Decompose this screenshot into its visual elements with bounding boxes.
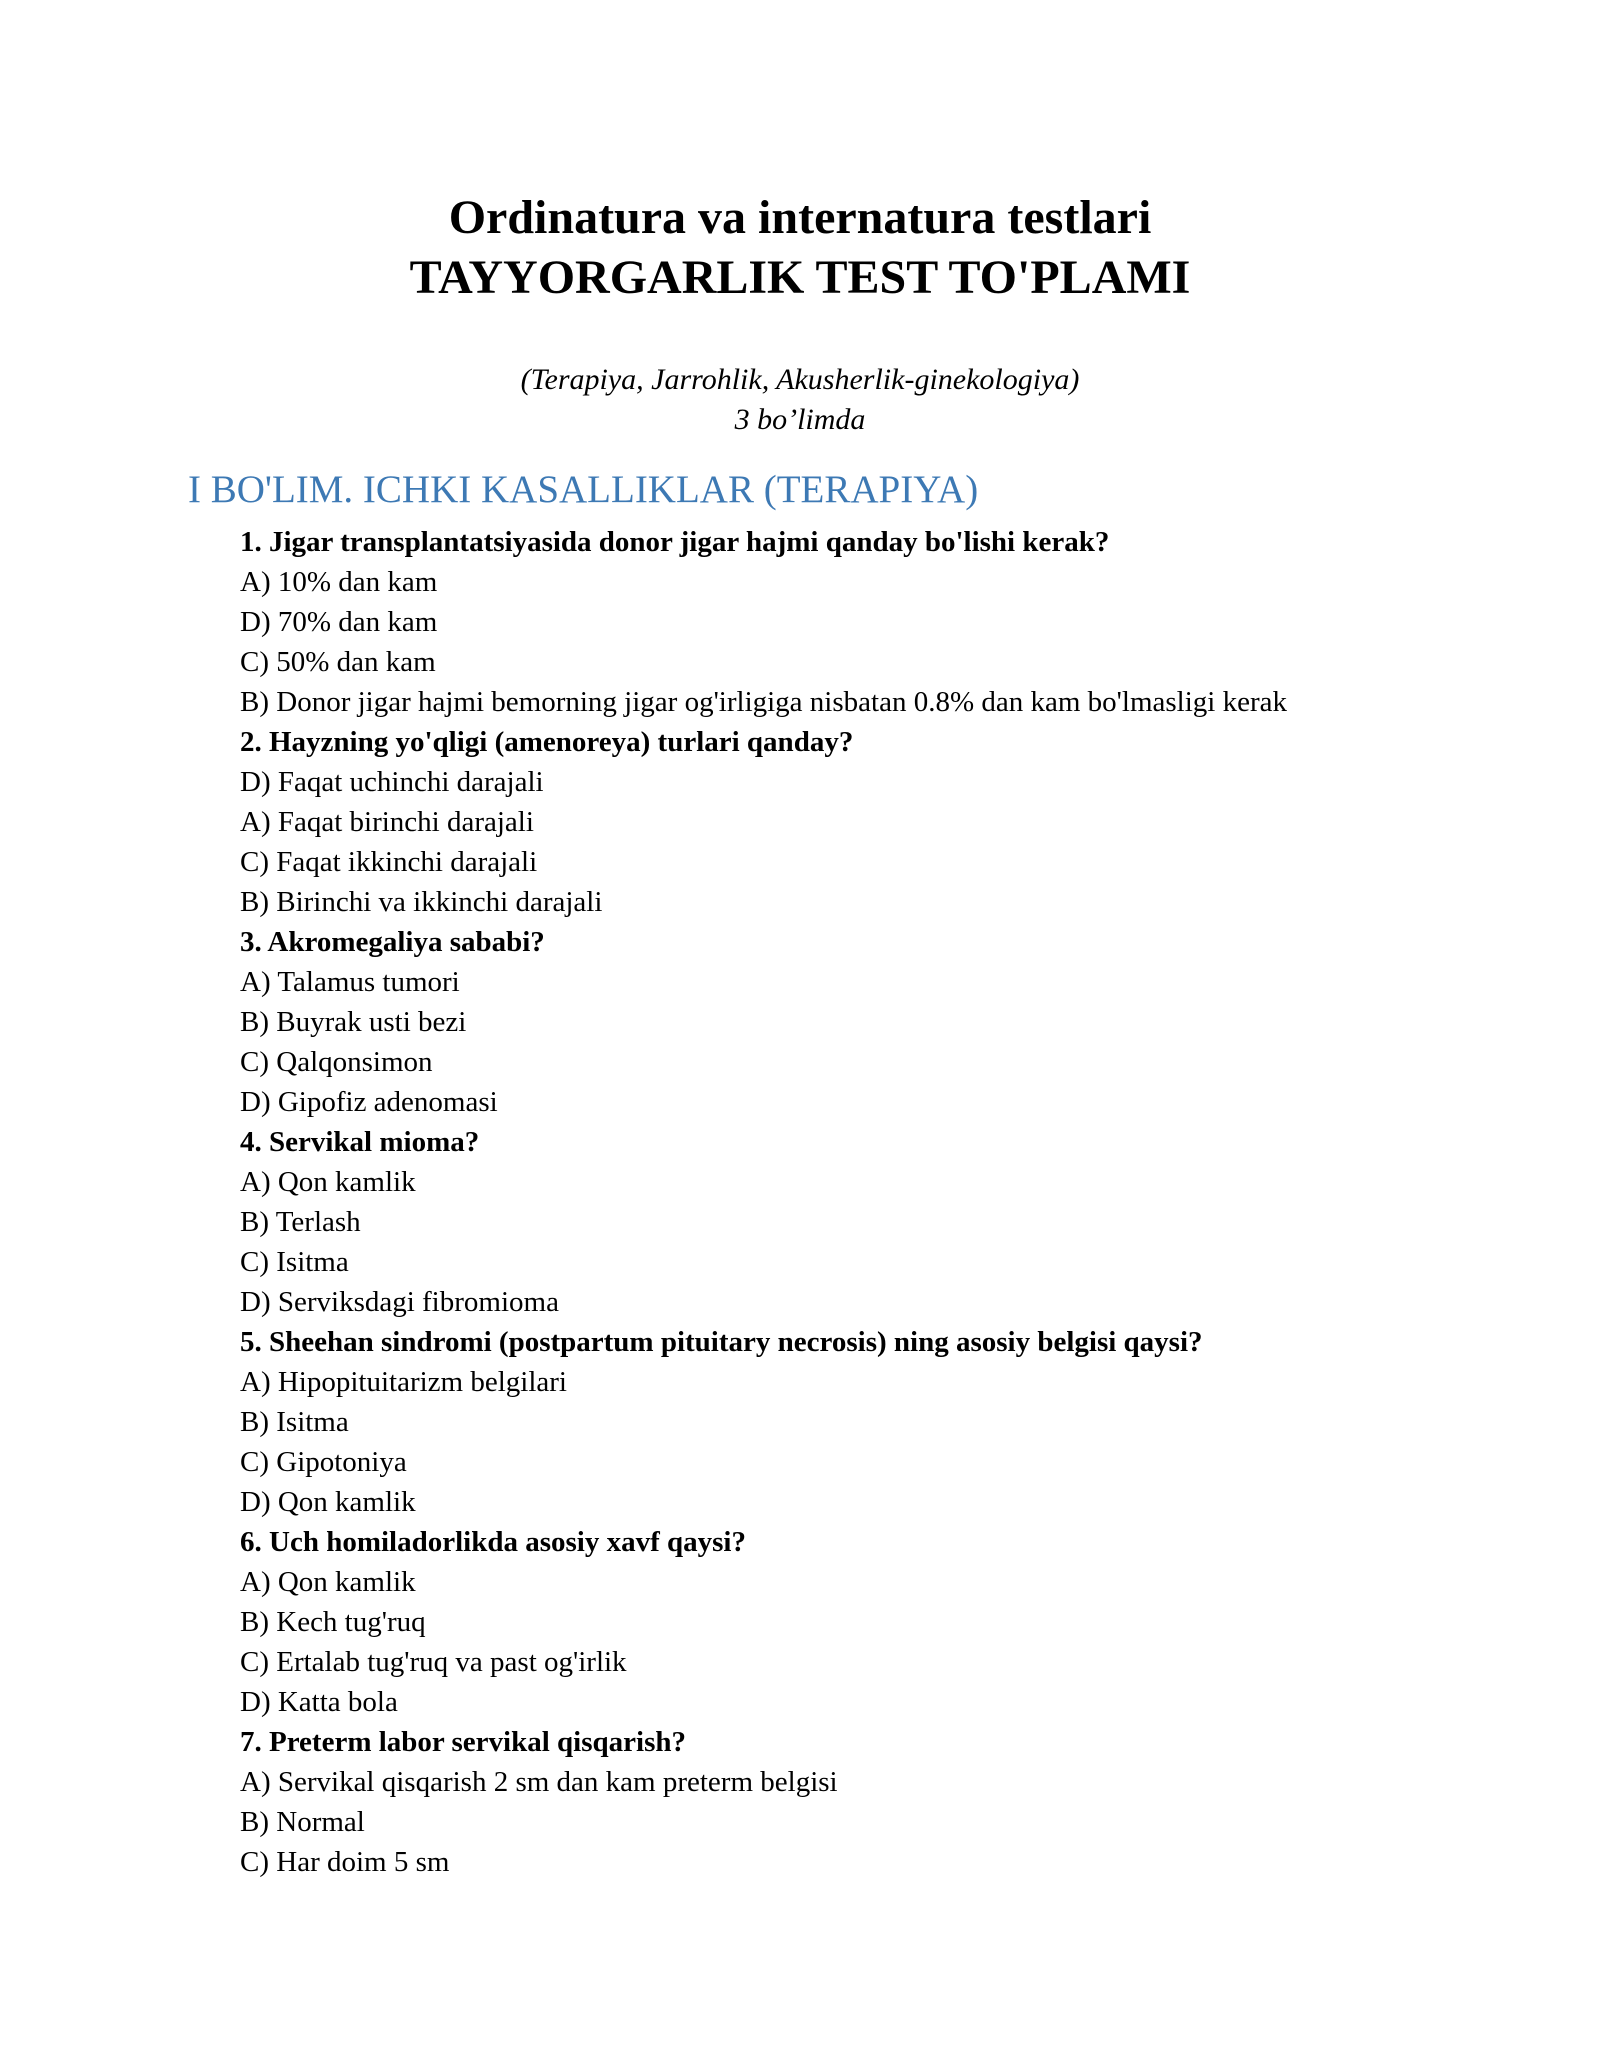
answer-option: B) Birinchi va ikkinchi darajali [240, 886, 603, 918]
document-subtitle [0, 360, 1600, 440]
answer-option: D) 70% dan kam [240, 606, 438, 638]
answer-option: A) 10% dan kam [240, 566, 438, 598]
answer-option: C) Isitma [240, 1246, 349, 1278]
answer-option: A) Talamus tumori [240, 966, 460, 998]
answer-option: A) Servikal qisqarish 2 sm dan kam preterm belgisi [240, 1766, 838, 1798]
answer-option: D) Katta bola [240, 1686, 398, 1718]
answer-option: C) Faqat ikkinchi darajali [240, 846, 538, 878]
document-title [0, 188, 1600, 308]
answer-option: D) Serviksdagi fibromioma [240, 1286, 559, 1318]
answer-option: B) Buyrak usti bezi [240, 1006, 467, 1038]
answer-option: A) Qon kamlik [240, 1566, 416, 1598]
question-item [240, 1522, 1540, 1722]
answer-option: B) Kech tug'ruq [240, 1606, 426, 1638]
question-text: 6. Uch homiladorlikda asosiy xavf qaysi? [240, 1526, 746, 1558]
section-heading: I BO'LIM. ICHKI KASALLIKLAR (TERAPIYA) [188, 468, 979, 511]
question-text: 4. Servikal mioma? [240, 1126, 480, 1158]
question-item [240, 1122, 1540, 1322]
question-text: 5. Sheehan sindromi (postpartum pituitary necrosis) ning asosiy belgisi qaysi? [240, 1326, 1203, 1358]
question-item [240, 1722, 1540, 1882]
answer-option: D) Gipofiz adenomasi [240, 1086, 498, 1118]
answer-option: C) Gipotoniya [240, 1446, 407, 1478]
answer-option: A) Qon kamlik [240, 1166, 416, 1198]
question-text: 2. Hayzning yo'qligi (amenoreya) turlari qanday? [240, 726, 854, 758]
answer-option: C) Qalqonsimon [240, 1046, 433, 1078]
question-list [240, 522, 1540, 1882]
question-text: 3. Akromegaliya sababi? [240, 926, 545, 958]
answer-option: B) Isitma [240, 1406, 349, 1438]
question-item [240, 1322, 1540, 1522]
title-line-2: TAYYORGARLIK TEST TO'PLAMI [409, 251, 1191, 304]
question-text: 1. Jigar transplantatsiyasida donor jigar hajmi qanday bo'lishi kerak? [240, 526, 1110, 558]
question-item [240, 722, 1540, 922]
answer-option: C) Har doim 5 sm [240, 1846, 450, 1878]
answer-option: B) Normal [240, 1806, 365, 1838]
subtitle-line-2: 3 bo’limda [734, 403, 866, 436]
question-text: 7. Preterm labor servikal qisqarish? [240, 1726, 686, 1758]
question-item [240, 522, 1540, 722]
answer-option: C) 50% dan kam [240, 646, 436, 678]
answer-option: C) Ertalab tug'ruq va past og'irlik [240, 1646, 627, 1678]
answer-option: D) Faqat uchinchi darajali [240, 766, 544, 798]
answer-option: B) Terlash [240, 1206, 361, 1238]
title-line-1: Ordinatura va internatura testlari [448, 191, 1152, 244]
subtitle-line-1: (Terapiya, Jarrohlik, Akusherlik-ginekologiya) [520, 363, 1080, 396]
answer-option: A) Hipopituitarizm belgilari [240, 1366, 567, 1398]
answer-option: A) Faqat birinchi darajali [240, 806, 534, 838]
question-item [240, 922, 1540, 1122]
answer-option: B) Donor jigar hajmi bemorning jigar og'irligiga nisbatan 0.8% dan kam bo'lmasligi kerak [240, 686, 1287, 718]
answer-option: D) Qon kamlik [240, 1486, 416, 1518]
